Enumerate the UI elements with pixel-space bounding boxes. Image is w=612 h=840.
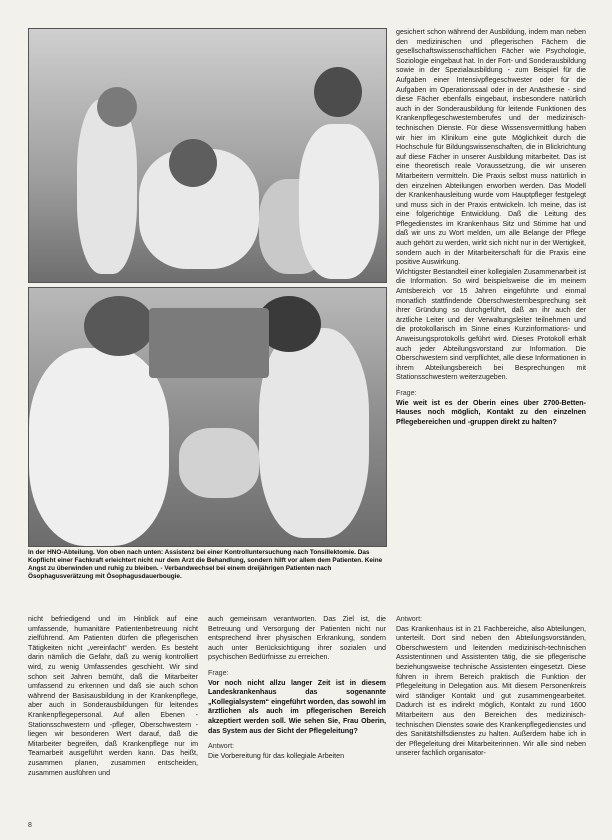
middle-column-bottom xyxy=(208,615,386,767)
right-column-bottom xyxy=(396,615,586,765)
photo-caption: In der HNO-Abteilung. Von oben nach unten: Assistenz bei einer Kontrolluntersuchung nach Tonsillektomie. Das Kopflicht einer Fachkraft erleichtert nicht nur dem Arzt die Behandlung, sondern hilft vor allem dem Patienten. Keine Angst zu überwinden und ruhig zu bleiben. - Verbandwechsel bei einem dreijährigen Patienten nach Ösophagusverätzung mit Ösophagusdauerbougie. xyxy=(28,549,383,580)
question-text: Wie weit ist es der Oberin eines über 2700-Betten-Hauses noch möglich, Kontakt zu den einzelnen Pflegebereichen und -gruppen direkt zu halten? xyxy=(396,398,586,426)
question-label: Frage: xyxy=(208,668,229,677)
question-text: Vor noch nicht allzu langer Zeit ist in diesem Landeskrankenhaus das sogenannte „Kollegialsystem“ eingeführt worden, das sowohl im ärztlichen als auch im pflegerischen Bereich akzeptiert werden soll. Wie sehen Sie, Frau Oberin, das System aus der Sicht der Pflegeleitung? xyxy=(208,678,386,735)
left-column-bottom xyxy=(28,615,198,784)
answer-text: Die Vorbereitung für das kollegiale Arbeiten xyxy=(208,751,345,760)
answer-label: Antwort: xyxy=(208,742,235,751)
right-top-paragraph: gesichert schon während der Ausbildung, indem man neben den medizinischen und pflegerischen Fächern die gesellschaftswissenschaftlichen Fächer wie Psychologie, Soziologie eingebaut hat. In der Fort- und Sonderausbildung sowie in der Spezialausbildung - zum Beispiel für die Aufgaben einer Intensivpflegeschwester oder für die Aufgaben im Operationssaal oder in der Anästhesie - sind diese Fächer ebenfalls eingebaut, insbesondere natürlich auch in der Sonderausbildung für leitende Funktionen des Krankenpflegeschwesternberufes und der medizinisch-technischen Dienste. Für diese Wissensvermittlung haben wir hier im Klinikum eine gute Möglichkeit durch die Hochschule für Bildungswissenschaften, die in Blickrichtung auf diese Fächer in unserer Ausbildung mitarbeitet. Das ist eine theoretisch reale Voraussetzung, die wir unseren Mitarbeitern vermitteln. Die Praxis selbst muss natürlich in den einzelnen Abteilungen erworben werden. Das Modell der Krankenhausleitung wurde vom Hauptpfleger festgelegt und muss sich in der Praxis entwickeln. Ich meine, das ist eine folgerichtige Entwicklung. Daß die Leitung des Pflegedienstes im Krankenhaus Sitz und Stimme hat und daß wir uns zu Wort melden, um alle Belange der Pflege auch gehört zu werden, wirkt sich nicht nur in der Wertigkeit, sondern auch in der Mitarbeiterschaft für die Praxis eine positive Auswirkung. Wichtigster Bestandteil einer kollegialen Zusammenarbeit ist die Information. So wird beispielsweise die im meinem Amtsbereich vor 15 Jahren eingeführte und einmal monatlich stattfindende Oberschwesternbesprechung seit ihrer Gründung so durchgeführt, daß an ihr auch der ärztliche Leiter und der Verwaltungsleiter teilnehmen und die protokollarisch im Sinne eines Kurzinformations- und Anweisungsprotokolls geführt wird. Dieses Protokoll erhält auch jeder Abteilungsvorstand zur Information. Die Oberschwestern sind verpflichtet, alle diese Informationen in ihrem Abteilungsbereich bei Besprechungen mit Stationsschwestern weiterzugeben. xyxy=(396,28,586,382)
photo-nurses-incubator xyxy=(28,287,387,547)
middle-bottom-paragraph: auch gemeinsam verantworten. Das Ziel ist, die Betreuung und Versorgung der Patienten nicht nur entsprechend ihrer physischen Erkrankung, sondern auch unter Berücksichtigung ihrer sozialen und psychischen Bedürfnisse zu erreichen. xyxy=(208,615,386,662)
photo-ent-examination xyxy=(28,28,387,283)
question-label: Frage: xyxy=(396,388,417,397)
right-column-top xyxy=(396,28,586,433)
left-bottom-paragraph: nicht befriedigend und im Hinblick auf eine umfassende, humanitäre Patientenbetreuung nicht zielführend. Am Patienten dürfen die pflegerischen Tätigkeiten nicht „vereinfacht“ werden. Es besteht darin nämlich die Gefahr, daß zu wenig kontrolliert wird, zu wenig Umfassendes geschieht. Wir sind schon seit Jahren bemüht, daß die Mitarbeiter umfassend zu erkennen und daß sie auch schon während der Basisausbildung in der Krankenpflege, aber auch in Sonderausbildungen für leitendes Krankenpflegepersonal. Auf allen Ebenen - Stationsschwestern und -pfleger, Oberschwestern - liegen wir besonderen Wert darauf, daß die Mitarbeiter begreifen, daß Krankenpflege nur im Teamarbeit ausgeführt werden kann. Das heißt, zusammen planen, zusammen entscheiden, zusammen ausführen und xyxy=(28,615,198,777)
answer-label: Antwort: xyxy=(396,615,423,623)
answer-text: Das Krankenhaus ist in 21 Fachbereiche, also Abteilungen, unterteilt. Dort sind neben den Abteilungsvorständen, Oberschwestern und leitenden medizinisch-technischen Assistentinnen und Assistenten tätig, die sie pflegerische beziehungsweise technische Assistenten eingesetzt. Diese führen in ihrem Bereich praktisch die Funktion der Pflegeleitung in Delegation aus. Mit diesem Personenkreis wird ständiger Kontakt und gut zusammengearbeitet. Dadurch ist es indirekt möglich, Kontakt zu rund 1600 Mitarbeitern aus den Bereichen des medizinisch-technischen Dienstes sowie des Krankenpflegedienstes und des Sanitätshilfsdienstes zu halten. Außerdem habe ich in der Pflegeleitung drei Mitarbeiterinnen. Wir alle sind neben unserer fachlich organisator- xyxy=(396,624,586,758)
page-number: 8 xyxy=(28,822,32,829)
